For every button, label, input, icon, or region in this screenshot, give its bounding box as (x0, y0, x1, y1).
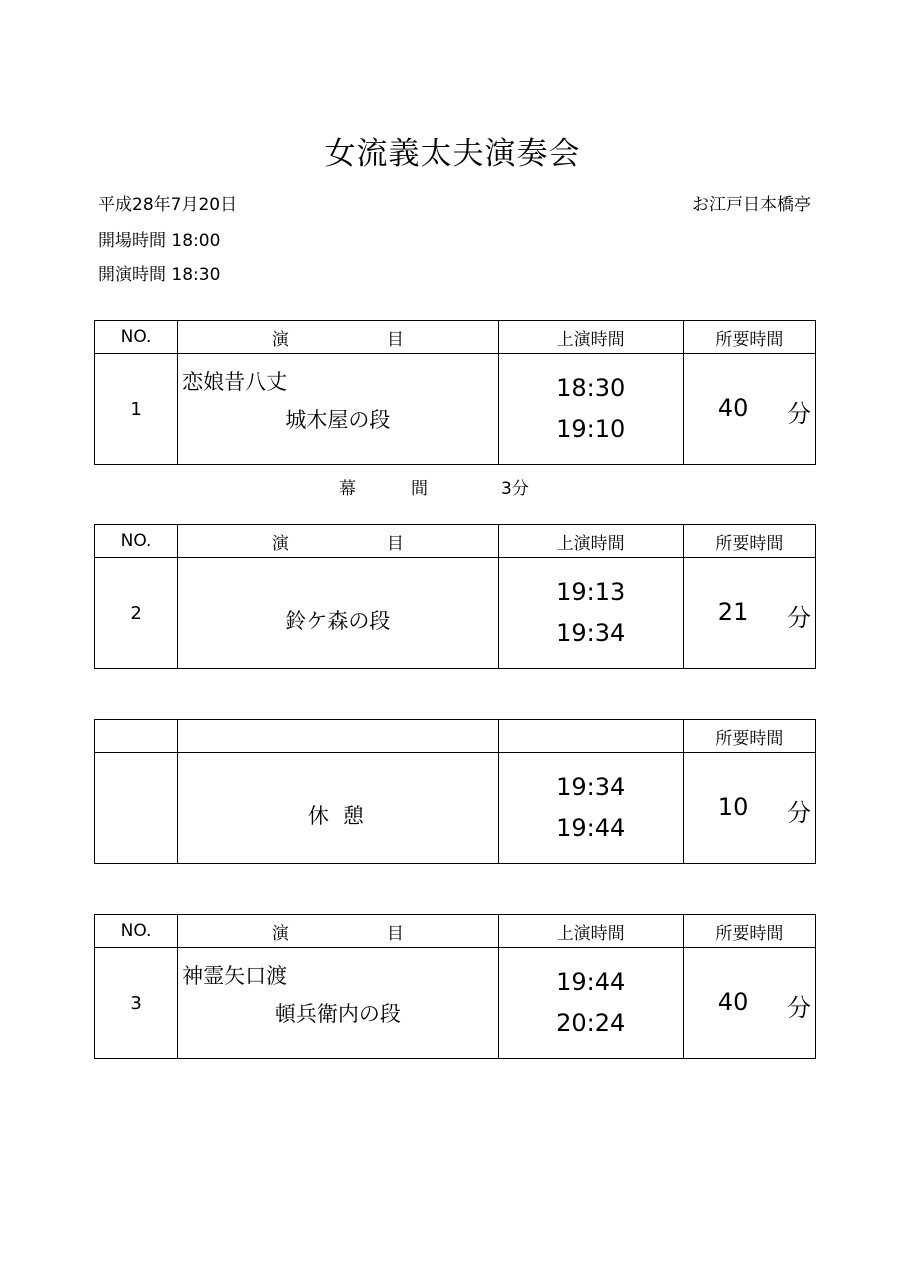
program-scene: 鈴ケ森の段 (285, 609, 391, 633)
break-label: 休憩 (307, 804, 378, 828)
program-times (498, 948, 683, 1059)
venue-name: お江戸日本橋亭 (692, 195, 811, 215)
program-title-cell (178, 354, 498, 465)
table-row (95, 354, 816, 465)
header-empty-title (178, 720, 498, 753)
header-no: NO. (95, 915, 178, 948)
header-performance-time: 上演時間 (498, 915, 683, 948)
header-empty-time (498, 720, 683, 753)
duration-value: 21 (717, 598, 749, 626)
header-enmoku-2: 目 (386, 923, 404, 944)
table-row (95, 753, 816, 864)
break-times (498, 753, 683, 864)
duration-unit: 分 (787, 400, 811, 428)
doors-open-time: 開場時間 18:00 (98, 231, 221, 251)
duration-value: 40 (717, 988, 749, 1016)
table-row (95, 948, 816, 1059)
duration-unit: 分 (787, 799, 811, 827)
interval-label-1: 幕 (339, 479, 356, 499)
program-title: 恋娘昔八丈 (182, 370, 288, 394)
header-required-time: 所要時間 (683, 525, 815, 558)
header-enmoku-1: 演 (271, 923, 289, 944)
program-table-2 (94, 524, 816, 669)
table-row (95, 558, 816, 669)
duration-value: 40 (717, 394, 749, 422)
event-date: 平成28年7月20日 (98, 195, 238, 215)
program-scene: 城木屋の段 (285, 408, 391, 432)
duration-unit: 分 (787, 604, 811, 632)
program-scene: 頓兵衛内の段 (274, 1002, 401, 1026)
program-end: 19:10 (556, 415, 626, 443)
program-start: 18:30 (556, 374, 626, 402)
program-times (498, 354, 683, 465)
break-start: 19:34 (556, 773, 626, 801)
table-header-row (95, 915, 816, 948)
table-header-row (95, 525, 816, 558)
program-start: 19:13 (556, 578, 626, 606)
program-duration (683, 558, 815, 669)
header-required-time: 所要時間 (683, 321, 815, 354)
interval-duration: 3分 (501, 479, 529, 499)
header-performance-time: 上演時間 (498, 321, 683, 354)
header-enmoku-1: 演 (271, 533, 289, 554)
duration-unit: 分 (787, 994, 811, 1022)
table-header-row (95, 720, 816, 753)
program-end: 20:24 (556, 1009, 626, 1037)
break-duration (683, 753, 815, 864)
program-start: 19:44 (556, 968, 626, 996)
break-no (95, 753, 178, 864)
interval-label-2: 間 (411, 479, 428, 499)
break-table (94, 719, 816, 864)
table-header-row (95, 321, 816, 354)
header-enmoku (178, 915, 498, 948)
program-table-3 (94, 914, 816, 1059)
program-table-1 (94, 320, 816, 465)
program-no: 1 (95, 354, 178, 465)
program-title-cell (178, 948, 498, 1059)
break-title-cell (178, 753, 498, 864)
program-end: 19:34 (556, 619, 626, 647)
header-no: NO. (95, 525, 178, 558)
program-no: 3 (95, 948, 178, 1059)
header-no: NO. (95, 321, 178, 354)
header-enmoku (178, 321, 498, 354)
duration-value: 10 (717, 793, 749, 821)
program-duration (683, 354, 815, 465)
header-required-time: 所要時間 (683, 720, 815, 753)
header-enmoku-1: 演 (271, 329, 289, 350)
header-enmoku-2: 目 (386, 533, 404, 554)
program-title-cell (178, 558, 498, 669)
header-required-time: 所要時間 (683, 915, 815, 948)
header-empty-no (95, 720, 178, 753)
page-title: 女流義太夫演奏会 (324, 136, 581, 172)
start-time: 開演時間 18:30 (98, 265, 221, 285)
header-performance-time: 上演時間 (498, 525, 683, 558)
program-title: 神霊矢口渡 (182, 964, 288, 988)
program-duration (683, 948, 815, 1059)
header-enmoku (178, 525, 498, 558)
program-no: 2 (95, 558, 178, 669)
program-times (498, 558, 683, 669)
header-enmoku-2: 目 (386, 329, 404, 350)
break-end: 19:44 (556, 814, 626, 842)
